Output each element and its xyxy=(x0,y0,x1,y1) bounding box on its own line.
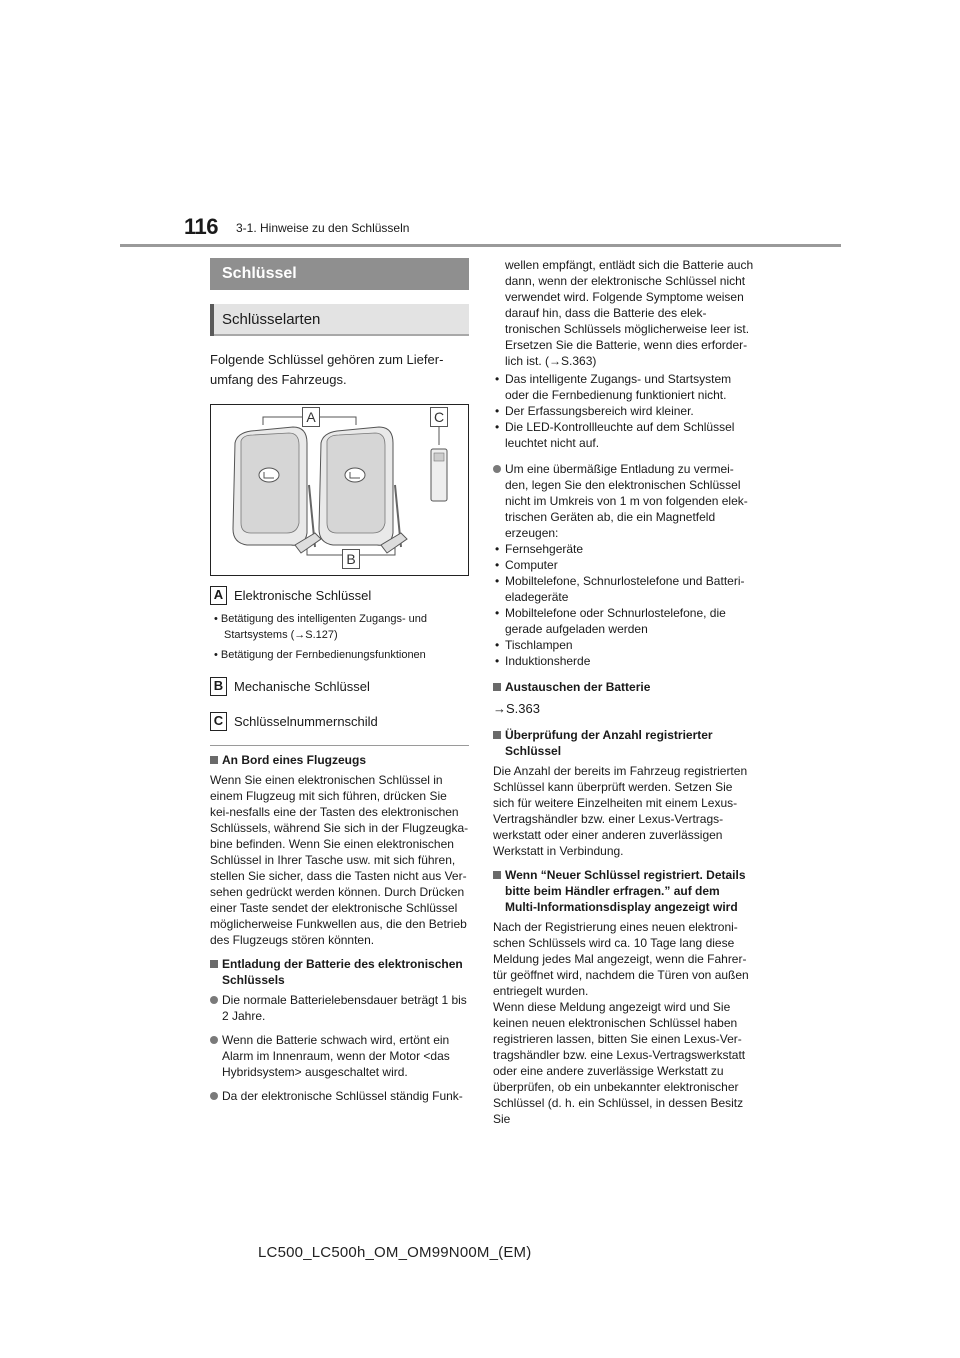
symptom-text-1: Das intelligente Zugangs- und Startsystem oder die Fernbedienung funktioniert nicht. xyxy=(505,372,732,402)
right-column xyxy=(493,257,755,1135)
note-heading-key-count xyxy=(493,727,755,759)
symptom-item: • Die LED-Kontrollleuchte auf dem Schlüssel leuchtet nicht auf. xyxy=(495,420,735,450)
device-text-5: Tischlampen xyxy=(505,638,573,652)
note-text-new-key-2: Wenn diese Meldung angezeigt wird und Sie keinen neuen elektronischen Schlüssel haben registrieren lassen, bitten Sie einen Lexus-Ver-tragshändler bzw. eine Lexus-Vertragswerkstatt oder eine andere zuverlässige Werkstatt zu überprüfen, ob ein unbekannter elektronischer Schlüssel (d. h. ein Schlüssel, in dessen Besitz Sie xyxy=(493,1000,746,1126)
keys-drawing xyxy=(211,405,468,575)
dot-item-text-3: Da der elektronische Schlüssel ständig Funk- xyxy=(222,1089,463,1103)
page-number: 116 xyxy=(184,214,218,239)
note-text-aircraft: Wenn Sie einen elektronischen Schlüssel in einem Flugzeug mit sich führen, drücken Sie kei-nesfalls eine der Tasten des elektronischen Schlüssels, während Sie sich in der Flugzeugka-bine befinden. Wenn Sie einen elektronischen Schlüssel in Ihrer Tasche usw. mit sich führen, stellen Sie sicher, dass die Tasten nicht aus Ver-sehen gedrückt werden können. Durch Drücken einer Taste sendet der elektronische Schlüssel möglicherweise Funkwellen aus, die den Betrieb des Flugzeugs stören könnten. xyxy=(210,773,469,947)
legend-sub-item: • Betätigung des intelligenten Zugangs- und Startsystems (→S.127) xyxy=(214,613,428,641)
figure-label-b: B xyxy=(342,549,360,569)
header-rule xyxy=(120,244,841,247)
subsection-title-text: Schlüsselarten xyxy=(222,311,321,328)
symptom-list xyxy=(493,371,755,451)
symptom-item: • Das intelligente Zugangs- und Startsystem oder die Fernbedienung funktioniert nicht. xyxy=(495,372,732,402)
page-reference-link[interactable]: →S.363 xyxy=(493,701,540,716)
note-text-new-key-1: Nach der Registrierung eines neuen elektroni-schen Schlüssels wird ca. 10 Tage lang diese Meldung jedes Mal angezeigt, wenn die Fahrer-tür geöffnet wird, nachdem die Türen von außen entriegelt wurden. xyxy=(493,920,749,998)
key-number-plate xyxy=(431,449,447,501)
note-text-key-count: Die Anzahl der bereits im Fahrzeug registrierten Schlüssel kann überprüft werden. Setzen Sie sich für weitere Einzelheiten mit einem Lexus-Vertragshändler bzw. einer Lexus-Vertrags-werkstatt oder einer anderen zuverlässigen Werkstatt in Verbindung. xyxy=(493,764,748,858)
continued-text: wellen empfängt, entlädt sich die Batterie auch dann, wenn der elektronische Schlüssel nicht verwendet wird. Folgende Symptome weisen darauf hin, dass die Batterie des elek-tronischen Schlüssels möglicherweise leer ist. Ersetzen Sie die Batterie, wenn dies erforder-lich ist. (→S.363) xyxy=(505,258,754,368)
note-heading-battery-replace xyxy=(493,679,755,695)
legend-sub-text-2: Betätigung der Fernbedienungsfunktionen xyxy=(220,649,426,661)
figure-label-c: C xyxy=(430,407,448,427)
device-item: • Mobiltelefone, Schnurlostelefone und Batteri-eladegeräte xyxy=(495,574,745,604)
device-text-3: Mobiltelefone, Schnurlostelefone und Batteri-eladegeräte xyxy=(505,574,745,604)
device-text-6: Induktionsherde xyxy=(505,654,591,668)
dot-item xyxy=(210,1032,469,1080)
legend-text-c: Schlüsselnummernschild xyxy=(234,714,378,729)
legend-text-a: Elektronische Schlüssel xyxy=(234,588,372,603)
legend-letter-a: A xyxy=(210,586,227,605)
legend-text-b: Mechanische Schlüssel xyxy=(234,679,370,694)
note-heading-battery-replace-text: Austauschen der Batterie xyxy=(505,680,651,694)
symptom-item: • Der Erfassungsbereich wird kleiner. xyxy=(495,404,694,418)
legend-item-c xyxy=(210,712,469,731)
intro-text: Folgende Schlüssel gehören zum Liefer-umfang des Fahrzeugs. xyxy=(210,352,444,387)
note-heading-new-key-text: Wenn “Neuer Schlüssel registriert. Details bitte beim Händler erfragen.” auf dem Multi-Informationsdisplay angezeigt wird xyxy=(505,868,746,914)
dot-item xyxy=(493,461,755,541)
legend-item-a xyxy=(210,586,469,605)
symptom-text-3: Die LED-Kontrollleuchte auf dem Schlüssel leuchtet nicht auf. xyxy=(505,420,735,450)
subsection-title xyxy=(210,304,469,336)
legend-letter-c: C xyxy=(210,712,227,731)
device-item: • Tischlampen xyxy=(495,638,573,652)
device-item: • Computer xyxy=(495,558,558,572)
legend-item-b xyxy=(210,677,469,696)
device-text-1: Fernsehgeräte xyxy=(505,542,584,556)
device-text-2: Computer xyxy=(505,558,558,572)
device-item: • Mobiltelefone oder Schnurlostelefone, die gerade aufgeladen werden xyxy=(495,606,726,636)
footer-doc-id: LC500_LC500h_OM_OM99N00M_(EM) xyxy=(258,1244,532,1261)
left-column xyxy=(210,258,469,1112)
note-heading-battery-discharge-text: Entladung der Batterie des elektronischen Schlüssels xyxy=(222,957,463,987)
dot-item-text-2: Wenn die Batterie schwach wird, ertönt ein Alarm im Innenraum, wenn der Motor <das Hybridsystem> ausgeschaltet wird. xyxy=(222,1033,450,1079)
footer xyxy=(120,1244,960,1261)
note-heading-aircraft-text: An Bord eines Flugzeugs xyxy=(222,753,367,767)
device-item: • Fernsehgeräte xyxy=(495,542,584,556)
note-heading-key-count-text: Überprüfung der Anzahl registrierter Schlüssel xyxy=(505,728,713,758)
chapter-title: 3-1. Hinweise zu den Schlüsseln xyxy=(236,221,410,235)
electronic-key-2 xyxy=(319,427,407,553)
legend-letter-b: B xyxy=(210,677,227,696)
device-text-4: Mobiltelefone oder Schnurlostelefone, die gerade aufgeladen werden xyxy=(505,606,726,636)
device-list xyxy=(493,541,755,669)
divider xyxy=(210,745,469,746)
section-title: Schlüssel xyxy=(210,258,469,290)
note-heading-new-key xyxy=(493,867,755,915)
legend-sub-text-1: Betätigung des intelligenten Zugangs- und Startsystems (→S.127) xyxy=(220,613,428,641)
electronic-key-1 xyxy=(233,427,321,553)
figure-label-a: A xyxy=(302,407,320,427)
dot-item xyxy=(210,1088,469,1104)
dot-discharge-text: Um eine übermäßige Entladung zu vermei-den, legen Sie den elektronischen Schlüssel nicht im Umkreis von 1 m von folgenden elek-trischen Geräten ab, die ein Magnetfeld erzeugen: xyxy=(505,462,748,540)
legend-sub-item: • Betätigung der Fernbedienungsfunktionen xyxy=(214,649,426,661)
dot-item xyxy=(210,992,469,1024)
symptom-text-2: Der Erfassungsbereich wird kleiner. xyxy=(505,404,694,418)
key-illustration xyxy=(210,404,469,576)
note-heading-aircraft xyxy=(210,752,469,768)
dot-item-text-1: Die normale Batterielebensdauer beträgt 1 bis 2 Jahre. xyxy=(222,993,467,1023)
note-heading-battery-discharge xyxy=(210,956,469,988)
device-item: • Induktionsherde xyxy=(495,654,591,668)
